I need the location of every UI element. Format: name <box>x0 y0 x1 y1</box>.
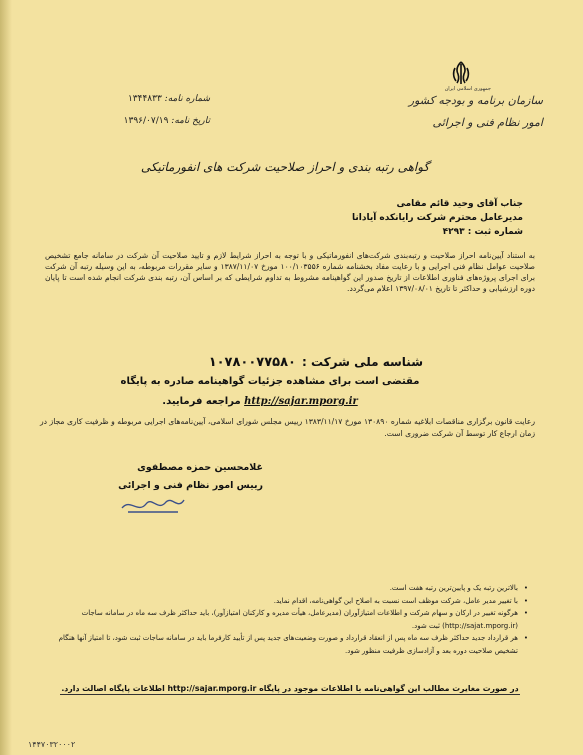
registration-row <box>193 225 523 239</box>
notes-list <box>45 582 530 657</box>
addressee-name: جناب آقای وحید قائم مقامی <box>396 199 523 209</box>
letter-meta <box>60 88 210 132</box>
letter-number: ۱۳۴۴۸۳۳ <box>127 94 162 104</box>
letter-date-label: تاریخ نامه: <box>171 116 210 126</box>
signature-icon <box>118 490 188 518</box>
notes-block <box>45 582 530 657</box>
letter-number-row <box>60 88 210 110</box>
national-id-row <box>209 355 423 370</box>
org-name <box>409 90 543 134</box>
note-item: • با تغییر مدیر عامل، شرکت موظف است نسبت به اصلاح این گواهی‌نامه، اقدام نماید. <box>45 595 518 608</box>
addressee-position: مدیرعامل محترم شرکت رایانکده آیادانا <box>351 213 523 223</box>
letter-date: ۱۳۹۶/۰۷/۱۹ <box>123 116 169 126</box>
registration-number: ۴۲۹۳ <box>442 227 465 237</box>
emblem-caption: جمهوری اسلامی ایران <box>444 86 491 92</box>
national-id-label: شناسه ملی شرکت : <box>301 355 423 369</box>
url-suffix: مراجعه فرمایید. <box>162 396 241 407</box>
addressee-block <box>193 197 523 239</box>
national-id-value: ۱۰۷۸۰۰۷۷۵۸۰ <box>208 355 296 370</box>
law-text: رعایت قانون برگزاری مناقصات ابلاغیه شماره ۱۳۰۸۹۰ مورخ ۱۳۸۳/۱۱/۱۷ رییس مجلس شورای اسلامی، آیین‌نامه‌های اجرایی مربوطه و ظرفیت کاری مجاز در زمان ارجاع کار توسط آن شرکت ضروری است. <box>40 417 536 438</box>
document-title: گواهی رتبه بندی و احراز صلاحیت شرکت های انفورماتیکی <box>140 160 430 174</box>
letter-number-label: شماره نامه: <box>164 94 210 104</box>
note-item: • هرگونه تغییر در ارکان و سهام شرکت و اطلاعات امتیازآوران (مدیرعامل، هیأت مدیره و کارکنان امتیازآور)، باید حداکثر ظرف سه ماه در سامانه ساجات (http://sajat.mporg.ir) ثبت شود. <box>45 607 518 632</box>
letter-date-row <box>60 110 210 132</box>
iran-emblem-icon <box>447 60 475 86</box>
bottom-number: ۱۴۴۷۰۳۲۰۰۰۲ <box>28 740 76 749</box>
page-edge-left <box>0 0 12 755</box>
signer-name: غلامحسین حمزه مصطفوی <box>137 462 263 473</box>
details-line: مقتضی است برای مشاهده جزئیات گواهینامه صادره به پایگاه <box>120 376 420 387</box>
sajar-link[interactable]: http://sajar.mporg.ir <box>244 396 358 407</box>
org-line-2: امور نظام فنی و اجرائی <box>432 116 543 129</box>
note-item: • هر قرارداد جدید حداکثر ظرف سه ماه پس از انعقاد قرارداد و صورت وضعیت‌های جدید پس از تأیید کارفرما باید در سامانه ساجات ثبت شود، تا امتیاز آنها هنگام تشخیص صلاحیت دوره بعد و آزادسازی ظرفیت منظور شود. <box>45 632 518 657</box>
org-line-1: سازمان برنامه و بودجه کشور <box>408 94 543 107</box>
signer-position: رییس امور نظام فنی و اجرائی <box>118 480 263 491</box>
registration-label: شماره ثبت : <box>467 227 523 237</box>
note-item: • بالاترین رتبه یک و پایین‌ترین رتبه هفت است. <box>45 582 518 595</box>
footer-warning: در صورت مغایرت مطالب این گواهی‌نامه با اطلاعات موجود در پایگاه http://sajar.mporg.ir اطلاعات پایگاه اصالت دارد. <box>61 684 519 693</box>
url-line <box>160 396 360 407</box>
certificate-body: به استناد آیین‌نامه احراز صلاحیت و رتبه‌بندی شرکت‌های انفورماتیکی و با توجه به احراز شرایط لازم و تایید صلاحیت آن شرکت در سامانه جامع تشخیص صلاحیت عوامل نظام فنی اجرایی و با رعایت مفاد بخشنامه شماره ۱۰۰/۱۰۳۵۵۶ مورخ ۱۳۸۷/۱۱/۰۷ و سایر مقررات مربوطه، به این وسیله رتبه آن شرکت برای اجرای پروژه‌های فناوری اطلاعات از تاریخ صدور این گواهینامه مشروط به تداوم شرایطی که بر اساس آن، رتبه بندی شرکت انجام شده است تا پایان دوره ارزشیابی و حداکثر تا تاریخ ۱۳۹۷/۰۸/۰۱ اعلام می‌گردد. <box>45 251 535 293</box>
